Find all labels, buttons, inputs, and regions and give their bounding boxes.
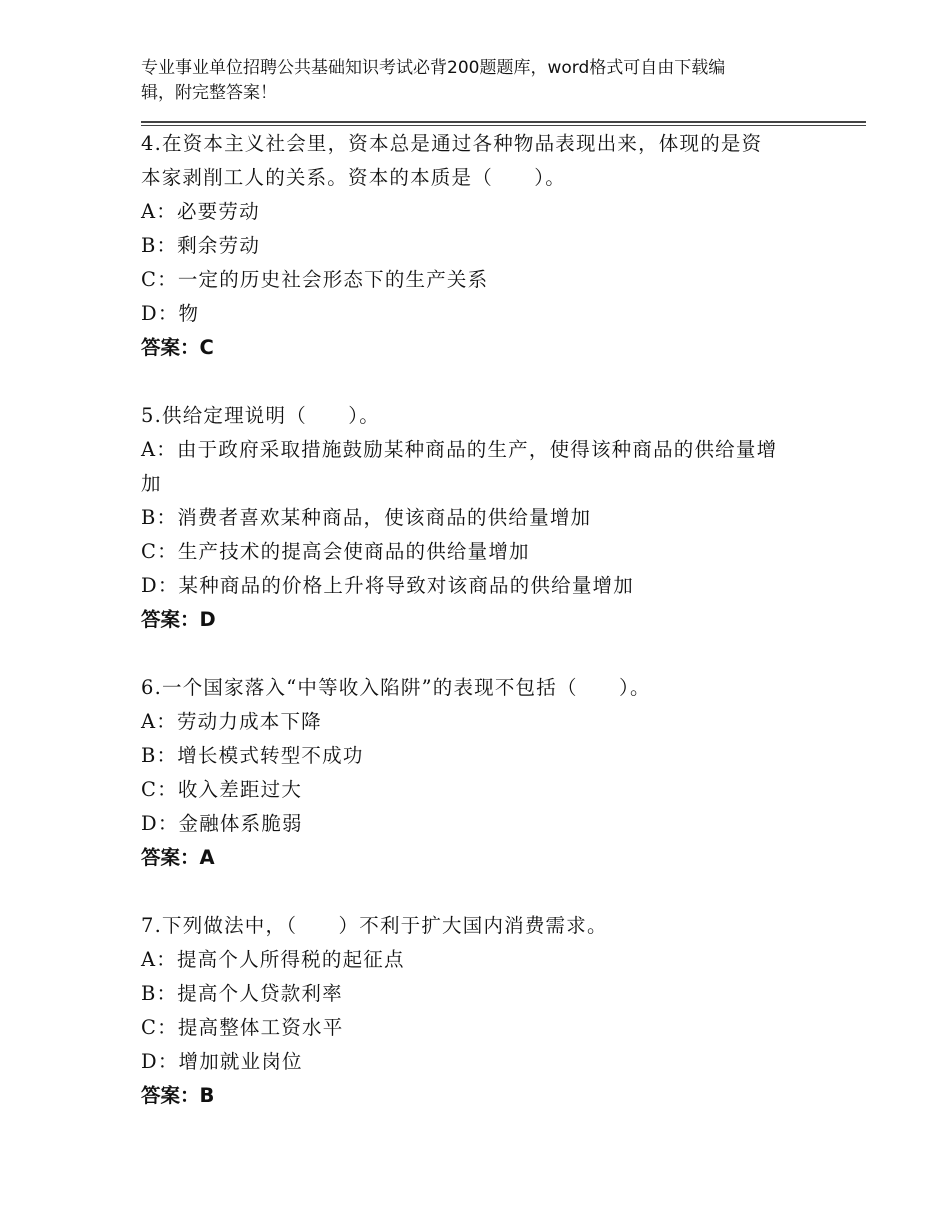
option-a: A：劳动力成本下降 xyxy=(141,710,322,733)
document-header xyxy=(141,56,791,106)
header-divider-thin xyxy=(141,125,866,126)
answer-label: 答案：C xyxy=(141,336,214,359)
question-6 xyxy=(141,671,841,875)
option-b: B：剩余劳动 xyxy=(141,234,261,257)
option-a-continuation: 加 xyxy=(141,472,162,495)
option-c: C：一定的历史社会形态下的生产关系 xyxy=(141,268,489,291)
option-c: C：提高整体工资水平 xyxy=(141,1016,344,1039)
option-b: B：提高个人贷款利率 xyxy=(141,982,343,1005)
question-5 xyxy=(141,399,841,637)
option-c: C：生产技术的提高会使商品的供给量增加 xyxy=(141,540,530,563)
question-text-line: 7.下列做法中，（ ）不利于扩大国内消费需求。 xyxy=(141,914,608,937)
question-4 xyxy=(141,127,841,365)
answer-label: 答案：D xyxy=(141,608,216,631)
option-d: D：金融体系脆弱 xyxy=(141,812,303,835)
question-text-line: 5.供给定理说明（ ）。 xyxy=(141,404,380,427)
header-line-1: 专业事业单位招聘公共基础知识考试必背200题题库，word格式可自由下载编 xyxy=(141,58,726,78)
option-d: D：某种商品的价格上升将导致对该商品的供给量增加 xyxy=(141,574,634,597)
option-c: C：收入差距过大 xyxy=(141,778,303,801)
option-a: A：提高个人所得税的起征点 xyxy=(141,948,405,971)
option-b: B：增长模式转型不成功 xyxy=(141,744,364,767)
option-a: A：必要劳动 xyxy=(141,200,260,223)
question-7 xyxy=(141,909,841,1113)
option-b: B：消费者喜欢某种商品，使该商品的供给量增加 xyxy=(141,506,592,529)
answer-label: 答案：A xyxy=(141,846,215,869)
header-line-2: 辑，附完整答案！ xyxy=(141,83,277,103)
question-text-line: 4.在资本主义社会里，资本总是通过各种物品表现出来，体现的是资 xyxy=(141,132,763,155)
question-list xyxy=(141,127,841,1147)
question-text-line: 本家剥削工人的关系。资本的本质是（ ）。 xyxy=(141,166,566,189)
option-d: D：增加就业岗位 xyxy=(141,1050,303,1073)
header-divider-thick xyxy=(141,121,866,123)
option-a: A：由于政府采取措施鼓励某种商品的生产，使得该种商品的供给量增 xyxy=(141,438,778,461)
question-text-line: 6.一个国家落入“中等收入陷阱”的表现不包括（ ）。 xyxy=(141,676,651,699)
option-d: D：物 xyxy=(141,302,200,325)
answer-label: 答案：B xyxy=(141,1084,215,1107)
